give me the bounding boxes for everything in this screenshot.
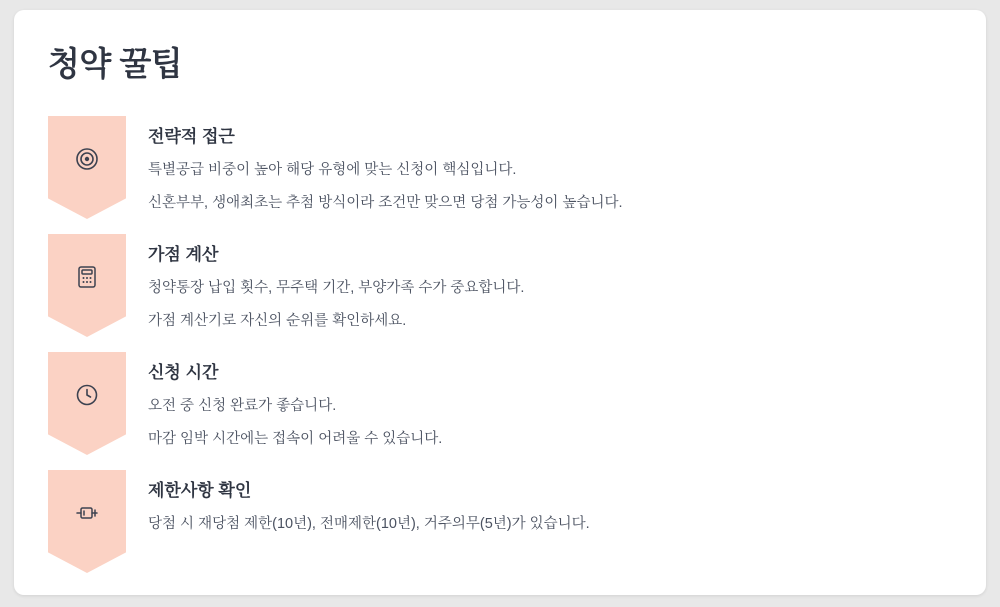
- list-item: [48, 226, 948, 344]
- tip-line: 신혼부부, 생애최초는 추첨 방식이라 조건만 맞으면 당첨 가능성이 높습니다.: [148, 194, 623, 211]
- restriction-icon: [48, 470, 126, 556]
- tip-marker: [48, 344, 126, 462]
- tip-content: [148, 344, 948, 449]
- tip-line: 특별공급 비중이 높아 해당 유형에 맞는 신청이 핵심입니다.: [148, 162, 517, 178]
- list-item: [48, 108, 948, 226]
- list-item: [48, 462, 948, 580]
- tip-content: [148, 226, 948, 331]
- list-item: [48, 344, 948, 462]
- target-icon: [48, 116, 126, 202]
- tip-line: 마감 임박 시간에는 접속이 어려울 수 있습니다.: [148, 430, 443, 447]
- tip-title: 전략적 접근: [148, 127, 235, 146]
- tip-marker: [48, 226, 126, 344]
- tip-content: [148, 462, 948, 534]
- calculator-icon: [48, 234, 126, 320]
- tip-title: 제한사항 확인: [148, 481, 252, 500]
- page-title: 청약 꿀팁: [48, 45, 183, 82]
- tip-content: [148, 108, 948, 213]
- tip-title: 신청 시간: [148, 363, 219, 382]
- tip-line: 오전 중 신청 완료가 좋습니다.: [148, 398, 337, 414]
- tips-list: [48, 108, 948, 580]
- tip-line: 청약통장 납입 횟수, 무주택 기간, 부양가족 수가 중요합니다.: [148, 280, 525, 296]
- tip-marker: [48, 108, 126, 226]
- tip-title: 가점 계산: [148, 245, 219, 264]
- tips-card: [14, 10, 986, 595]
- tip-marker: [48, 462, 126, 580]
- tip-line: 가점 계산기로 자신의 순위를 확인하세요.: [148, 312, 407, 329]
- clock-icon: [48, 352, 126, 438]
- tip-line: 당첨 시 재당첨 제한(10년), 전매제한(10년), 거주의무(5년)가 있습니다.: [148, 516, 590, 532]
